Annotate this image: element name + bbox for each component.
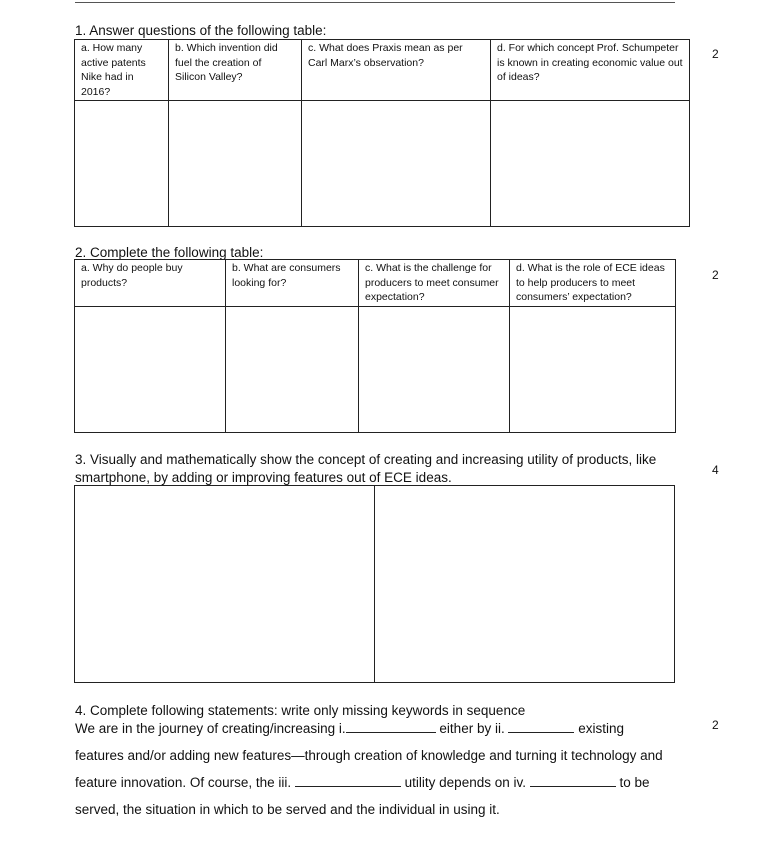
q2-table [74, 259, 676, 433]
q4-blank-iii[interactable] [295, 774, 401, 787]
q4-l4-text-b: utility depends on iv. [404, 775, 526, 790]
q2-answer-cell-d[interactable] [510, 306, 676, 432]
q2-header-c: c. What is the challenge for producers to meet consumer expectation? [359, 260, 510, 307]
q4-blank-i[interactable] [346, 720, 436, 733]
q4-l4-text-a: feature innovation. Of course, the iii. [75, 775, 292, 790]
q4-l2-text-c: existing [578, 721, 625, 736]
q4-blank-iv[interactable] [530, 774, 616, 787]
q1-answer-cell-a[interactable] [75, 101, 169, 227]
q4-line-4 [75, 774, 650, 792]
q4-l2-text-a: We are in the journey of creating/increasing i. [75, 721, 346, 736]
q3-marks: 4 [712, 463, 719, 477]
q1-marks: 2 [712, 47, 719, 61]
q3-text: 3. Visually and mathematically show the concept of creating and increasing utility of products, like smartphone, by adding or improving features out of ECE ideas. [75, 452, 657, 485]
q2-header-a: a. Why do people buy products? [75, 260, 226, 307]
q1-header-c: c. What does Praxis mean as per Carl Marx’s observation? [302, 40, 491, 101]
q1-answer-cell-c[interactable] [302, 101, 491, 227]
q1-header-b: b. Which invention did fuel the creation of Silicon Valley? [169, 40, 302, 101]
top-rule [75, 2, 675, 3]
q2-header-d: d. What is the role of ECE ideas to help producers to meet consumers’ expectation? [510, 260, 676, 307]
q2-answer-cell-b[interactable] [226, 306, 359, 432]
q1-answer-cell-b[interactable] [169, 101, 302, 227]
q1-header-d: d. For which concept Prof. Schumpeter is known in creating economic value out of ideas? [491, 40, 690, 101]
q3-answer-box-left[interactable] [75, 486, 374, 682]
q3-answer-boxes [74, 485, 675, 683]
q2-answer-cell-a[interactable] [75, 306, 226, 432]
q2-header-b: b. What are consumers looking for? [226, 260, 359, 307]
q4-l4-text-c: to be [619, 775, 650, 790]
q1-table [74, 39, 690, 227]
q4-line-5: served, the situation in which to be served and the individual in using it. [75, 802, 500, 817]
q4-blank-ii[interactable] [508, 720, 574, 733]
q2-answer-cell-c[interactable] [359, 306, 510, 432]
q4-l2-text-b: either by ii. [439, 721, 505, 736]
q4-title: 4. Complete following statements: write only missing keywords in sequence [75, 703, 526, 718]
q2-title: 2. Complete the following table: [75, 245, 264, 260]
q1-answer-cell-d[interactable] [491, 101, 690, 227]
q3-answer-box-right[interactable] [374, 486, 674, 682]
q4-line-3: features and/or adding new features—through creation of knowledge and turning it technology and [75, 748, 663, 763]
q2-marks: 2 [712, 268, 719, 282]
q4-marks: 2 [712, 718, 719, 732]
q4-line-2 [75, 720, 624, 738]
q1-header-a: a. How many active patents Nike had in 2016? [75, 40, 169, 101]
q1-title: 1. Answer questions of the following table: [75, 23, 327, 38]
